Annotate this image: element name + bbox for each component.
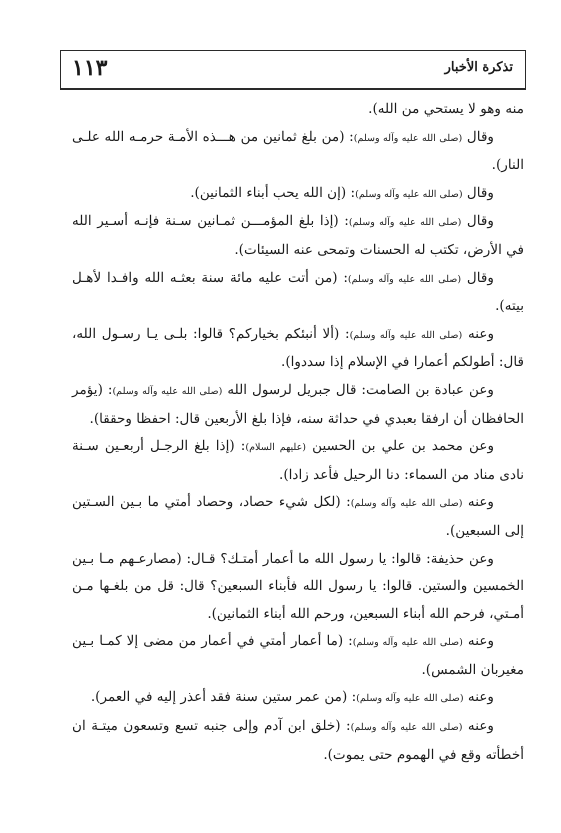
honorific: (صلى الله عليه وآله وسلم) bbox=[353, 132, 463, 144]
paragraph-text: : (إذا بلغ المؤمـــن ثمـانين سـنة فإنـه أسـير الله في الأرض، تكتب له الحسنات وتمحى عنه السيئات). bbox=[72, 213, 524, 258]
paragraph-text: وعنه bbox=[462, 325, 495, 342]
honorific: (صلى الله عليه وآله وسلم) bbox=[112, 385, 223, 397]
honorific: (صلى الله عليه وآله وسلم) bbox=[356, 693, 464, 705]
paragraph bbox=[72, 433, 524, 489]
paragraph-text: وعنه bbox=[462, 718, 494, 735]
honorific: (صلى الله عليه وآله وسلم) bbox=[350, 722, 463, 734]
paragraph-text: وعنه bbox=[462, 494, 494, 511]
paragraph-text: : (يؤمر الحافظان أن ارفقا بعبدي في حداثة سنه، فإذا بلغ الأربعين قال: احفظا وحققا). bbox=[72, 381, 524, 427]
paragraph bbox=[72, 628, 524, 684]
paragraph bbox=[72, 546, 524, 629]
paragraph bbox=[72, 124, 524, 180]
paragraph bbox=[72, 684, 524, 713]
paragraph-text: وعنه bbox=[463, 689, 494, 706]
honorific: (صلى الله عليه وآله وسلم) bbox=[349, 329, 463, 341]
honorific: (صلى الله عليه وآله وسلم) bbox=[355, 188, 463, 200]
honorific: (صلى الله عليه وآله وسلم) bbox=[350, 498, 463, 510]
paragraph-text: : (إن الله يحب أبناء الثمانين). bbox=[190, 184, 356, 201]
paragraph-text: : (لكل شيء حصاد، وحصاد أمتي ما بـين السـتين إلى السبعين). bbox=[72, 494, 524, 539]
paragraph bbox=[72, 377, 524, 433]
paragraph bbox=[72, 96, 524, 124]
paragraph bbox=[72, 713, 524, 769]
paragraph-text: : (من عمر ستين سنة فقد أعذر إليه في العمر). bbox=[90, 689, 357, 706]
honorific: (صلى الله عليه وآله وسلم) bbox=[352, 637, 463, 649]
honorific: (صلى الله عليه وآله وسلم) bbox=[348, 217, 462, 229]
paragraph-text: وقال bbox=[462, 128, 495, 145]
paragraph-text: وقال bbox=[461, 269, 494, 286]
paragraph-text: : (ألا أنبئكم بخياركم؟ قالوا: بلـى يـا رسـول الله، قال: أطولكم أعمارا في الإسلام إذا سددوا). bbox=[72, 325, 524, 371]
paragraph-text: : (من أتت عليه مائة سنة بعثـه الله وافـدا لأهـل بيته). bbox=[72, 269, 524, 315]
paragraph bbox=[72, 321, 524, 377]
running-title: تذكرة الأخبار bbox=[444, 60, 513, 75]
paragraph bbox=[72, 265, 524, 321]
honorific: (صلى الله عليه وآله وسلم) bbox=[347, 273, 462, 285]
paragraph-text: : (خلق ابن آدم وإلى جنبه تسع وتسعون ميتـة ان أخطأته وقع في الهموم حتى يموت). bbox=[72, 718, 524, 763]
paragraph-text: وقال bbox=[461, 213, 494, 230]
paragraph-text: وعن حذيفة: قالوا: يا رسول الله ما أعمار أمتـك؟ قـال: (مصارعـهم مـا بـين الخمسين والستين. قالوا: يا رسول الله فأبناء السبعين؟ قال: قل من بلغـها مـن أمـتي، فرحم الله أبناء السبعين، ورحم الله أبناء الثمانين). bbox=[72, 550, 524, 622]
page-number: ١١٣ bbox=[72, 55, 108, 81]
paragraph bbox=[72, 208, 524, 264]
paragraph-text: : (ما أعمار أمتي في أعمار من مضى إلا كمـا بـين مغيربان الشمس). bbox=[72, 633, 524, 678]
paragraph bbox=[72, 489, 524, 545]
paragraph-text: وقال bbox=[462, 184, 494, 201]
paragraph-text: وعنه bbox=[462, 633, 495, 650]
honorific: (عليهم السلام) bbox=[245, 442, 307, 454]
paragraph-text: منه وهو لا يستحي من الله). bbox=[368, 101, 524, 117]
paragraph-text: : (إذا بلغ الرجـل أربعـين سـنة نادى مناد من السماء: دنا الرحيل فأعد زادا). bbox=[72, 438, 524, 483]
paragraph-text: وعن عبادة بن الصامت: قال جبريل لرسول الله bbox=[222, 381, 494, 398]
paragraph-text: : (من بلغ ثمانين من هـــذه الأمـة حرمـه الله علـى النار). bbox=[72, 128, 524, 174]
paragraph-text: وعن محمد بن علي بن الحسين bbox=[306, 438, 495, 455]
header-rule bbox=[60, 88, 526, 90]
text-body bbox=[72, 96, 524, 769]
paragraph bbox=[72, 180, 524, 209]
